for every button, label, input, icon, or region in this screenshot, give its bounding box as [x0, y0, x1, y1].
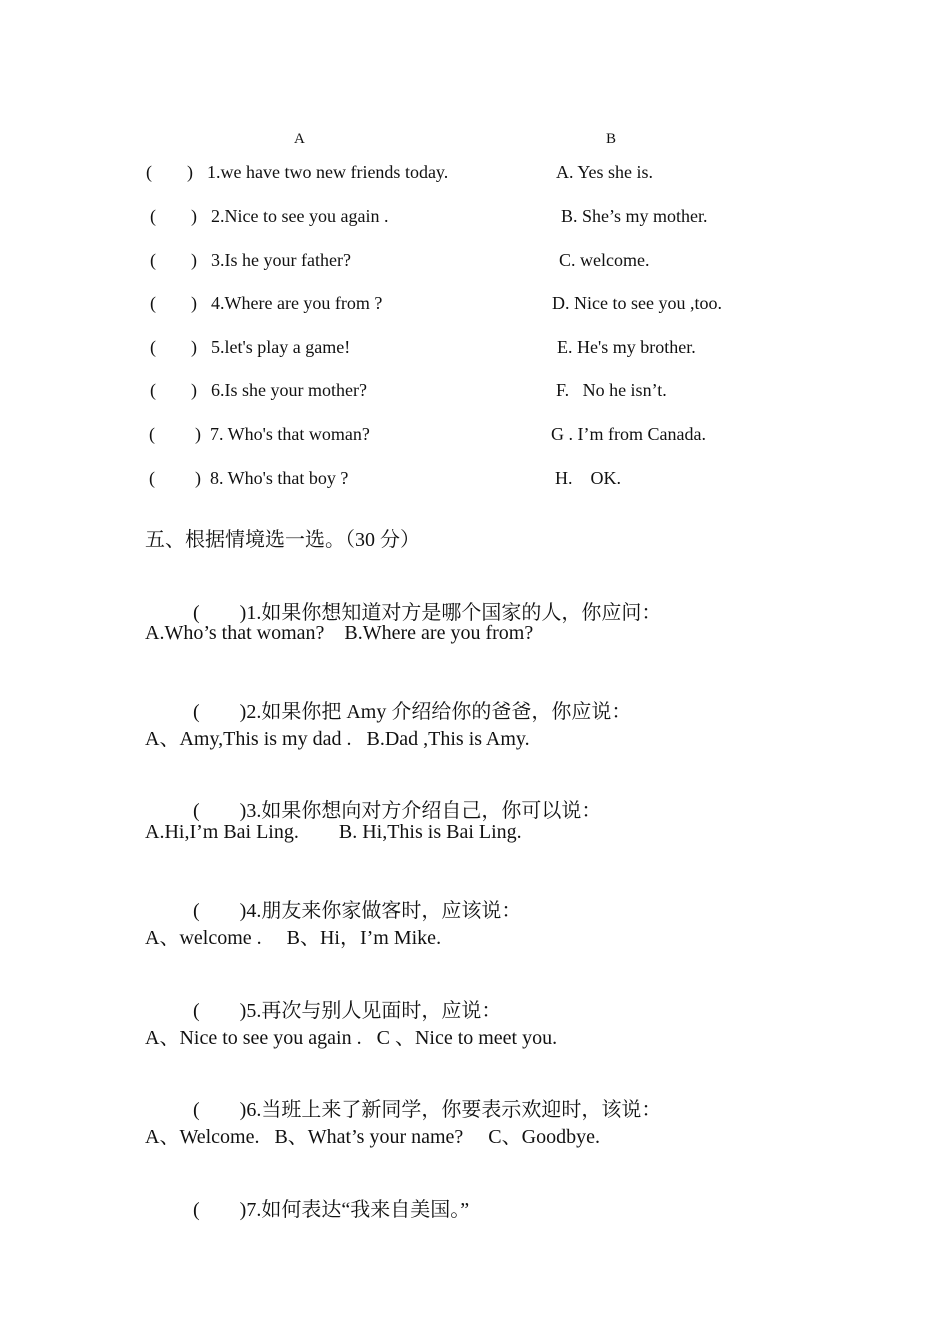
answer-paren-left: (: [150, 250, 156, 270]
answer-paren-right: ): [195, 424, 201, 444]
column-b-header: B: [606, 131, 617, 147]
question-text: 5.再次与别人见面时，应说：: [246, 1000, 502, 1022]
matching-question: 1.we have two new friends today.: [207, 162, 449, 182]
answer-paren-right: ): [191, 250, 197, 270]
answer-paren: ( ): [193, 1000, 247, 1022]
answer-paren-right: ): [191, 337, 197, 357]
question-text: 6.当班上来了新同学，你要表示欢迎时，该说：: [246, 1099, 662, 1121]
answer-paren-right: ): [191, 380, 197, 400]
answer-paren: ( ): [193, 602, 247, 624]
answer-paren: ( ): [193, 900, 247, 922]
question-line: [153, 1170, 469, 1245]
question-options: A、welcome . B、Hi，I’m Mike.: [145, 927, 442, 949]
answer-paren-left: (: [150, 206, 156, 226]
question-options: A、Nice to see you again . C 、Nice to meet you.: [145, 1027, 558, 1049]
matching-answer: D. Nice to see you ,too.: [552, 293, 722, 313]
matching-answer: C. welcome.: [559, 250, 650, 270]
matching-question: 7. Who's that woman?: [210, 424, 370, 444]
question-text: 2.如果你把 Amy 介绍给你的爸爸，你应说：: [246, 701, 632, 723]
question-text: 1.如果你想知道对方是哪个国家的人，你应问：: [246, 602, 662, 624]
matching-answer: F. No he isn’t.: [556, 380, 667, 400]
answer-paren-left: (: [150, 337, 156, 357]
question-options: A.Who’s that woman? B.Where are you from?: [145, 622, 534, 644]
matching-answer: A. Yes she is.: [556, 162, 654, 182]
answer-paren-left: (: [149, 468, 155, 488]
answer-paren: ( ): [193, 701, 247, 723]
answer-paren-right: ): [191, 293, 197, 313]
matching-answer: B. She’s my mother.: [561, 206, 708, 226]
answer-paren-right: ): [187, 162, 193, 182]
answer-paren-left: (: [150, 293, 156, 313]
question-text: 7.如何表达“我来自美国。”: [246, 1199, 470, 1221]
matching-answer: H. OK.: [555, 468, 621, 488]
answer-paren: ( ): [193, 800, 247, 822]
answer-paren-left: (: [149, 424, 155, 444]
column-a-header: A: [294, 131, 305, 147]
matching-question: 3.Is he your father?: [211, 250, 351, 270]
answer-paren-left: (: [150, 380, 156, 400]
matching-question: 2.Nice to see you again .: [211, 206, 389, 226]
question-text: 4.朋友来你家做客时，应该说：: [246, 900, 522, 922]
matching-answer: G . I’m from Canada.: [551, 424, 706, 444]
answer-paren-right: ): [195, 468, 201, 488]
question-options: A.Hi,I’m Bai Ling. B. Hi,This is Bai Ling.: [145, 821, 522, 843]
question-options: A、Welcome. B、What’s your name? C、Goodbye.: [145, 1126, 600, 1148]
answer-paren-right: ): [191, 206, 197, 226]
matching-question: 8. Who's that boy ?: [210, 468, 349, 488]
section-title: 五、根据情境选一选。（30 分）: [145, 529, 420, 551]
question-options: A、Amy,This is my dad . B.Dad ,This is Amy.: [145, 728, 530, 750]
answer-paren: ( ): [193, 1199, 247, 1221]
answer-paren-left: (: [146, 162, 152, 182]
question-text: 3.如果你想向对方介绍自己，你可以说：: [246, 800, 602, 822]
matching-answer: E. He's my brother.: [557, 337, 696, 357]
answer-paren: ( ): [193, 1099, 247, 1121]
matching-question: 6.Is she your mother?: [211, 380, 367, 400]
matching-question: 5.let's play a game!: [211, 337, 351, 357]
matching-question: 4.Where are you from ?: [211, 293, 383, 313]
